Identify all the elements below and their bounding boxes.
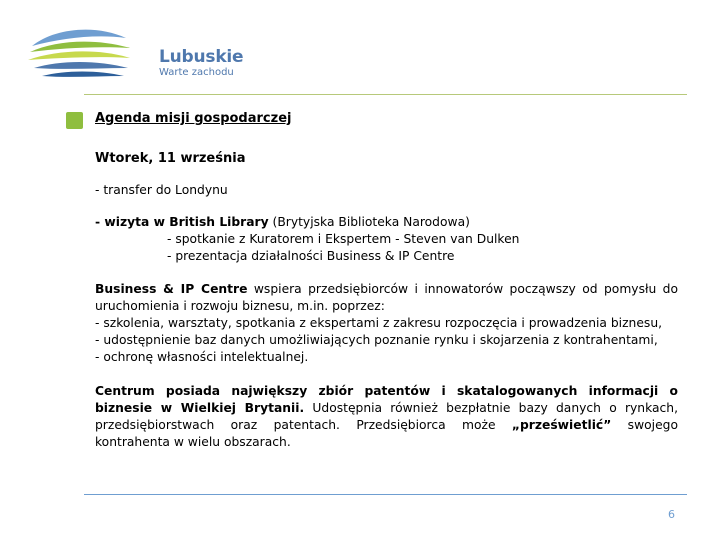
visit-item: - prezentacja działalności Business & IP Centre [167,249,455,263]
logo-tagline: Warte zachodu [159,67,234,78]
top-divider [84,94,687,95]
bip-point: - udostępnienie baz danych umożliwiających poznanie rynku i skojarzenia z kontrahentami, [95,333,658,347]
bip-point: - ochronę własności intelektualnej. [95,350,309,364]
centrum-bold: Centrum posiada największy zbiór patentów i skatalogowanych informacji o biznesie w Wielkiej Brytanii. [95,384,678,415]
logo-name: Lubuskie [159,47,244,67]
visit-line [95,214,678,231]
transfer-line: - transfer do Londynu [95,183,228,197]
page-title: Agenda misji gospodarczej [95,111,292,126]
bip-text: wspiera przedsiębiorców i innowatorów począwszy od pomysłu do uruchomienia i rozwoju biznesu, m.in. poprzez: [95,282,679,313]
lubuskie-logo [26,18,244,90]
agenda-content [95,150,678,451]
centrum-text: Udostępnia również bezpłatnie bazy danych o rynkach, przedsiębiorstwach oraz patentach. Przedsiębiorca może [95,401,678,432]
bip-paragraph [95,281,678,315]
visit-rest: (Brytyjska Biblioteka Narodowa) [268,215,470,229]
bottom-divider [84,494,687,495]
bip-point: - szkolenia, warsztaty, spotkania z ekspertami z zakresu rozpoczęcia i prowadzenia biznesu, [95,316,663,330]
centrum-bold-quote: „prześwietlić” [511,418,612,432]
visit-item: - spotkanie z Kuratorem i Ekspertem - Steven van Dulken [167,232,520,246]
lubuskie-logo-swoosh-icon [26,18,131,90]
centrum-text-end: swojego kontrahenta w wielu obszarach. [95,418,678,449]
bip-bold: Business & IP Centre [95,282,248,296]
centrum-paragraph [95,383,678,451]
heading-bullet-square-icon [66,112,83,129]
day-heading: Wtorek, 11 września [95,151,246,166]
visit-prefix: - wizyta w British Library [95,215,269,229]
page-number: 6 [668,508,675,521]
